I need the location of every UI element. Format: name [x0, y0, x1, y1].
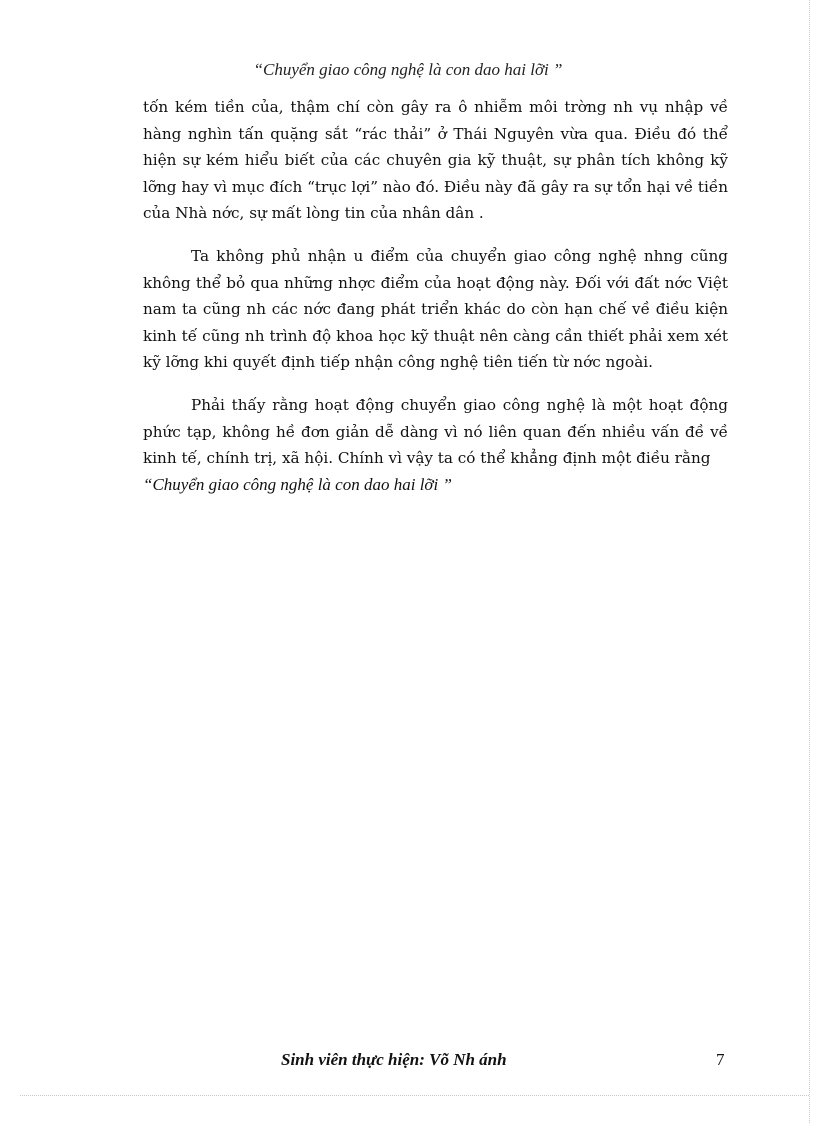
paragraph: Ta không phủ nhận u điểm của chuyển giao công nghệ nhng cũng không thể bỏ qua những nhợc điểm của hoạt động này. Đối với đất nớc Việt nam ta cũng nh các nớc đang phát triển khác do còn hạn chế về điều kiện kinh tế cũng nh trình độ khoa học kỹ thuật nên càng cần thiết phải xem xét kỹ lỡng khi quyết định tiếp nhận công nghệ tiên tiến từ nớc ngoài. [143, 246, 728, 372]
paragraph-continuation: tốn kém tiền của, thậm chí còn gây ra ô nhiễm môi trờng nh vụ nhập về hàng nghìn tấn quặng sắt “rác thải” ở Thái Nguyên vừa qua. Điều đó thể hiện sự kém hiểu biết của các chuyên gia kỹ thuật, sự phân tích không kỹ lỡng hay vì mục đích “trục lợi” nào đó. Điều này đã gây ra sự tổn hại về tiền của Nhà nớc, sự mất lòng tin của nhân dân . [143, 98, 728, 223]
paragraph: Phải thấy rằng hoạt động chuyển giao công nghệ là một hoạt động phức tạp, không hề đơn giản dễ dàng vì nó liên quan đến nhiều vấn đề về kinh tế, chính trị, xã hội. Chính vì vậy ta có thể khẳng định một điều rằng [143, 395, 728, 468]
running-header: “Chuyển giao công nghệ là con dao hai lỡi ” [253, 60, 563, 79]
document-body [143, 94, 728, 498]
page-edge-rule-bottom [20, 1095, 809, 1096]
page-number: 7 [716, 1050, 725, 1069]
closing-quote: “Chuyển giao công nghệ là con dao hai lỡi ” [143, 474, 452, 494]
footer-author: Sinh viên thực hiện: Võ Nh ánh [281, 1050, 507, 1069]
page-edge-rule-right [809, 0, 810, 1123]
